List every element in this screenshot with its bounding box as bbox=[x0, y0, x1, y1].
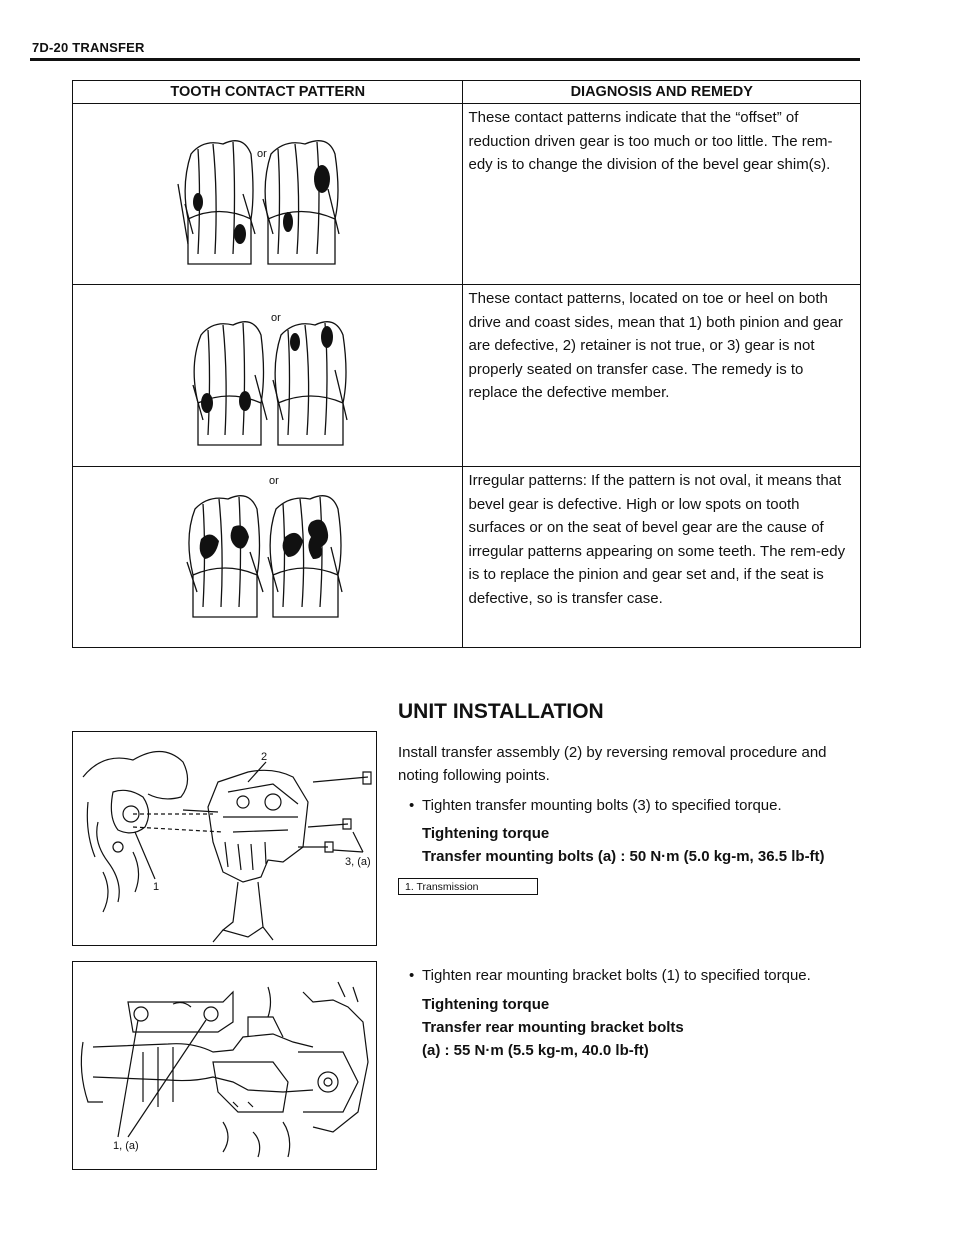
transfer-assembly-figure bbox=[72, 731, 377, 946]
page-header-title: 7D-20 TRANSFER bbox=[32, 40, 145, 55]
figure-callout-1a: 1, (a) bbox=[113, 1140, 139, 1152]
table-row bbox=[73, 104, 861, 285]
bullet-1: • bbox=[409, 797, 415, 814]
remedy-text-irregular: Irregular patterns: If the pattern is not oval, it means that bevel gear is defective. High or low spots on tooth surfaces or on the seat of bevel gear are the cause of irregular patterns appearing on some teeth. The rem-edy is to replace the pinion and gear set and, if the seat is defective, so is transfer case. bbox=[468, 472, 846, 607]
or-label: or bbox=[257, 148, 267, 160]
step-2-text: Tighten rear mounting bracket bolts (1) to specified torque. bbox=[422, 967, 811, 984]
remedy-text-toe-heel: These contact patterns, located on toe or heel on both drive and coast sides, mean that 1) both pinion and gear are defective, 2) retainer is not true, or 3) gear is not properly seated on transfer case. The remedy is to replace the defective member. bbox=[468, 290, 843, 401]
torque-value-2-line1: Transfer rear mounting bracket bolts bbox=[422, 1019, 684, 1036]
or-label: or bbox=[269, 475, 279, 487]
table-header-pattern: TOOTH CONTACT PATTERN bbox=[73, 81, 463, 104]
figure-callout-3a: 3, (a) bbox=[345, 856, 371, 868]
torque-label-1: Tightening torque bbox=[422, 825, 550, 842]
remedy-text-offset: These contact patterns indicate that the “offset” of reduction driven gear is too much or too little. The rem-edy is to change the division of the bevel gear shim(s). bbox=[468, 109, 833, 173]
tooth-contact-table bbox=[72, 80, 861, 648]
table-row bbox=[73, 285, 861, 467]
header-rule bbox=[30, 58, 860, 61]
figure-legend: 1. Transmission bbox=[398, 878, 538, 895]
tooth-pattern-figure-irregular bbox=[73, 467, 463, 648]
bullet-2: • bbox=[409, 967, 415, 984]
table-header-remedy: DIAGNOSIS AND REMEDY bbox=[463, 81, 861, 104]
intro-text: Install transfer assembly (2) by reversing removal procedure and noting following points. bbox=[398, 744, 827, 784]
tooth-pattern-figure-toe-heel bbox=[73, 285, 463, 467]
tooth-pattern-figure-offset bbox=[73, 104, 463, 285]
torque-value-1: Transfer mounting bolts (a) : 50 N·m (5.0 kg-m, 36.5 lb-ft) bbox=[422, 848, 825, 865]
rear-mounting-bracket-figure bbox=[72, 961, 377, 1170]
section-title: UNIT INSTALLATION bbox=[398, 700, 604, 723]
figure-callout-1: 1 bbox=[153, 881, 160, 893]
step-1-text: Tighten transfer mounting bolts (3) to specified torque. bbox=[422, 797, 782, 814]
figure-callout-2: 2 bbox=[261, 751, 268, 763]
torque-label-2: Tightening torque bbox=[422, 996, 550, 1013]
or-label: or bbox=[271, 312, 281, 324]
table-row bbox=[73, 467, 861, 648]
torque-value-2-line2: (a) : 55 N·m (5.5 kg-m, 40.0 lb-ft) bbox=[422, 1042, 649, 1059]
